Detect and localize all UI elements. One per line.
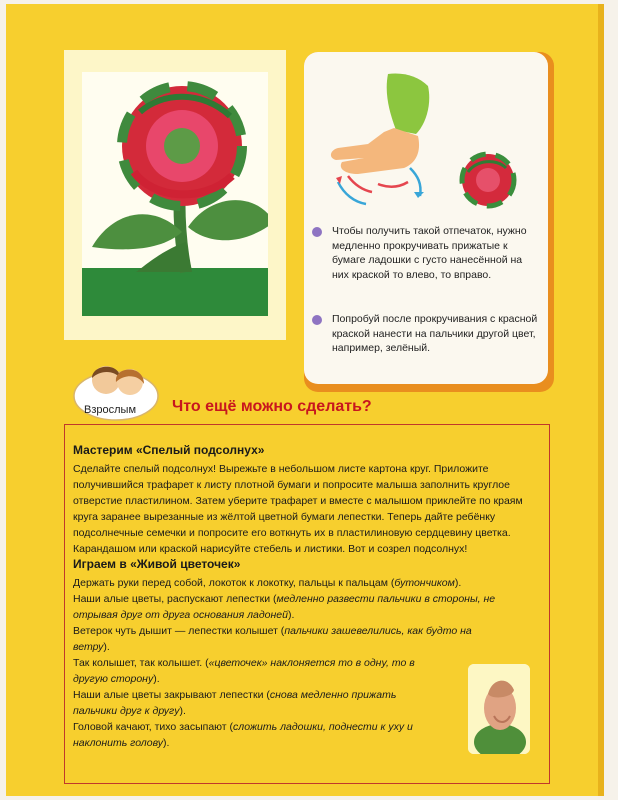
adults-badge [72, 356, 168, 422]
section-heading: Что ещё можно сделать? [172, 398, 372, 415]
handprint-icon [454, 146, 524, 216]
game-line: наклонить голову). [73, 737, 170, 749]
instruction-bullet-2 [332, 312, 538, 356]
bullet-dot-icon [312, 315, 322, 325]
instruction-bullet-1 [332, 224, 538, 282]
flower-painting-card [64, 50, 286, 340]
hand-icon [318, 64, 458, 214]
game-line: другую сторону). [73, 673, 160, 685]
section2-title: Играем в «Живой цветочек» [73, 557, 241, 571]
game-line: Ветерок чуть дышит — лепестки колышет (пальчики зашевелились, как будто на [73, 625, 472, 637]
info-card-inner [304, 52, 548, 384]
game-line: пальчики друг к другу). [73, 705, 186, 717]
instruction-text-2: Попробуй после прокручивания с красной краской нанести на пальчики другой цвет, например, зелёный. [332, 313, 538, 354]
child-with-hands-image [468, 664, 530, 754]
game-line: Так колышет, так колышет. («цветочек» наклоняется то в одну, то в [73, 657, 415, 669]
info-card [304, 52, 554, 392]
child-photo [468, 664, 530, 754]
game-line: Головой качают, тихо засыпают (сложить ладошки, поднести к уху и [73, 721, 413, 733]
game-line: Держать руки перед собой, локоток к локотку, пальцы к пальцам (бутончиком). [73, 577, 462, 589]
game-line: отрывая друг от друга основания ладоней). [73, 609, 295, 621]
flower-painting-illustration [82, 72, 268, 316]
section2-text [73, 575, 496, 751]
game-line: Наши алые цветы, распускают лепестки (медленно развести пальчики в стороны, не [73, 593, 496, 605]
flower-painting [82, 72, 268, 316]
bullet-dot-icon [312, 227, 322, 237]
game-line: Наши алые цветы закрывают лепестки (снова медленно прижать [73, 689, 397, 701]
section1-title: Мастерим «Спелый подсолнух» [73, 443, 265, 457]
game-line: ветру). [73, 641, 110, 653]
adults-label: Взрослым [84, 404, 137, 416]
instruction-text-1: Чтобы получить такой отпечаток, нужно медленно прокручивать прижатые к бумаге ладошки с густо нанесённой на них краской то влево, то вправо. [332, 225, 527, 281]
section1-text: Сделайте спелый подсолнух! Вырежьте в небольшом листе картона круг. Приложите получившийся трафарет к листу плотной бумаги и попросите малыша заполнить круглое отверстие пластилином. Затем уберите трафарет и вместе с малышом приклейте по краям круга заранее вырезанные из жёлтой цветной бумаги лепестки. Теперь дайте ребёнку подсолнечные семечки и попросите его воткнуть их в пластилиновую сердцевину цветка. Карандашом или краской нарисуйте стебель и листики. Вот и созрел подсолнух! [73, 463, 523, 555]
